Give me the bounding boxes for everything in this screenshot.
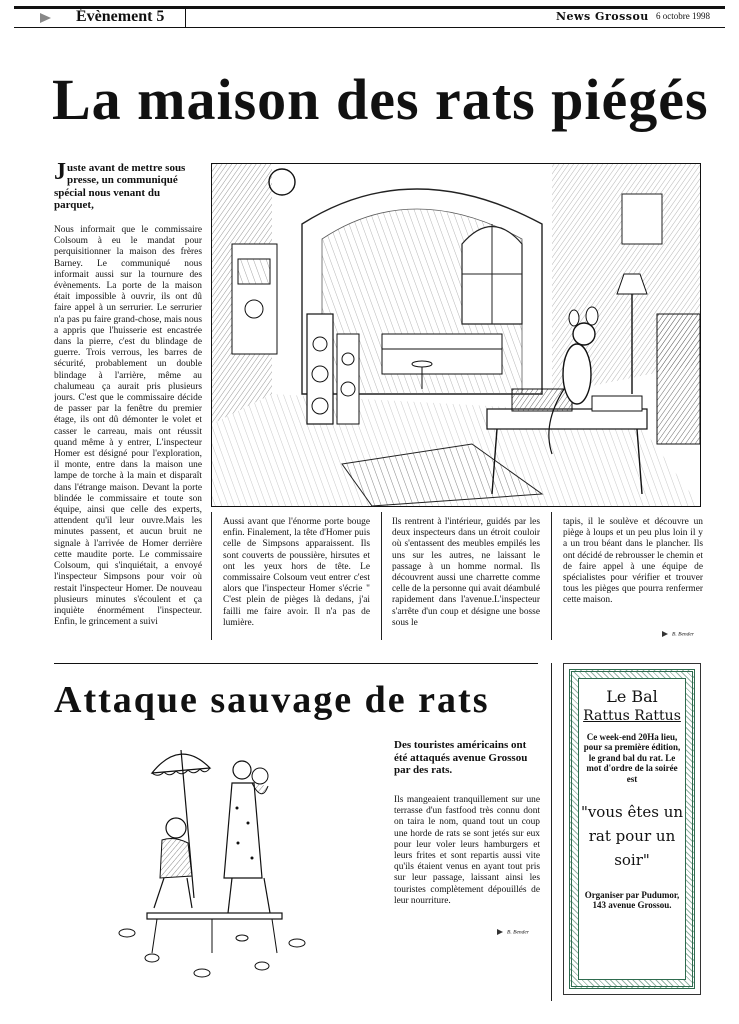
- second-article-signature: [497, 929, 529, 935]
- second-article-lead: Des touristes américains ont été attaqués avenue Grossou par des rats.: [394, 739, 528, 777]
- drop-cap: J: [54, 159, 66, 185]
- column-rule: [381, 512, 382, 640]
- header-divider: [185, 9, 186, 27]
- column-rule: [211, 512, 212, 640]
- play-triangle-icon: [40, 13, 51, 23]
- signature-arrow-icon: [497, 929, 503, 935]
- article-signature: [662, 631, 694, 637]
- article-column-3: Ils rentrent à l'intérieur, guidés par les deux inspecteurs dans un étroit couloir où s'entassent des meubles empilés les uns sur les autres, ne laissant le passage à un homme normal. Ils découvrent aussi une charrette comme celle de la personne qui avait déambulé rapidement dans l'avenue.L'inspecteur s'arrête d'un coup et désigne une bosse sous le: [392, 517, 540, 628]
- tourists-illustration: [92, 728, 328, 986]
- bal-advertisement: [563, 663, 701, 995]
- section-label: Évènement 5: [76, 8, 165, 25]
- ad-title: Le Bal: [606, 687, 658, 706]
- ad-panel: [578, 678, 686, 980]
- second-headline: Attaque sauvage de rats: [54, 679, 490, 721]
- ad-subtitle: Rattus Rattus: [583, 708, 681, 724]
- rat-house-drawing: [212, 164, 700, 506]
- ad-ornamental-border: [569, 669, 695, 989]
- tourists-drawing: [92, 728, 328, 986]
- header-rule: [14, 27, 725, 28]
- article-column-4: tapis, il le soulève et découvre un piège à loups et un peu plus loin il y a un trou béant dans le plancher. Ils ont décidé de rebrousser le chemin et de faire appel à une équipe de spécialistes pour vérifier et trouver tous les pièges que pourra renfermer cette maison.: [563, 517, 703, 606]
- article-column-2: Aussi avant que l'énorme porte bouge enfin. Finalement, la tête d'Homer puis celle de Simpsons apparaissent. Ils sont couverts de poussière, hirsutes et ont les yeux hors de tête. Le commissaire Colsoum veut entrer c'est alors que l'inspecteur Homer s'écrie " C'est plein de pièges là dedans, j'ai failli me faire avoir. Il n'a pas de lumière.: [223, 517, 370, 628]
- ad-footer: Organiser par Pudumor, 143 avenue Grossou.: [584, 890, 680, 911]
- signature-arrow-icon: [662, 631, 668, 637]
- ad-quote: "vous êtes un rat pour un soir": [580, 803, 684, 870]
- ad-body: Ce week-end 20Ha lieu, pour sa première édition, le grand bal du rat. Le mot d'ordre de la soirée est: [583, 732, 681, 784]
- column-rule: [551, 663, 552, 1001]
- article-column-1: Nous informait que le commissaire Colsoum à eu le mandat pour perquisitionner la maison des frères Barney. Le communiqué nous informait aussi sur la tournure des évènements. La porte de la maison était impossible à ouvrir, ils ont dû faire appel à un serrurier. Le serrurier n'a pas pu faire grand-chose, mais nous a appris que l'huisserie est encastrée dans la pierre, c'est du blindage de guerre. Trois verrous, les barres de sécurité, probablement un double blindage à l'arrière, même au chalumeau ça aurait pris plusieurs jours. C'est que le commissaire décide de passer par la fenêtre du premier étage, ils ont dû démonter le volet et casser le carreau, mais ont réussit quand même à y entrer, L'inspecteur Homer est désigné pour l'exploration, il monte, entre dans la maison une lampe de torche à la main et disparaît dans l'étrange maison. Devant la porte blindée le commissaire et toute son équipe, ainsi que celle des experts, attendent qu'il leur ouvre.Mais les minutes passent, et aucun bruit ne signale à l'arrivée de Homer derrière cette maudite porte. Le commissaire Colsoum, qui s'inquiétait, a envoyé l'inspecteur Simpsons pour voir où restait l'inspecteur Homer. De nouveau plusieurs minutes s'écoulent et ça inquiète énormément l'inspecteur. Enfin, le grincement a suivi: [54, 225, 202, 628]
- masthead: News Grossou: [556, 10, 649, 23]
- signature-name: B. Bender: [507, 929, 529, 936]
- lead-text: uste avant de mettre sous presse, un communiqué spécial nous venant du parquet,: [54, 162, 186, 212]
- section-rule: [54, 663, 538, 664]
- column-rule: [551, 512, 552, 640]
- signature-name: B. Bender: [672, 631, 694, 638]
- rat-house-illustration: [211, 163, 701, 507]
- article-lead: [54, 159, 200, 212]
- issue-date: 6 octobre 1998: [656, 11, 710, 21]
- main-headline: La maison des rats piégés: [52, 67, 709, 132]
- second-article-body: Ils mangeaient tranquillement sur une terrasse d'un fastfood très connu dont on taira le nom, quand tout un coup une horde de rats se sont jetés sur eux pour leur voler leurs hamburgers et leurs frites et sont repartis aussi vite qu'ils étaient venus en ayant tout pris sur leur passage, laissant ainsi les touristes complètement dépouillés de leur nourriture.: [394, 795, 540, 906]
